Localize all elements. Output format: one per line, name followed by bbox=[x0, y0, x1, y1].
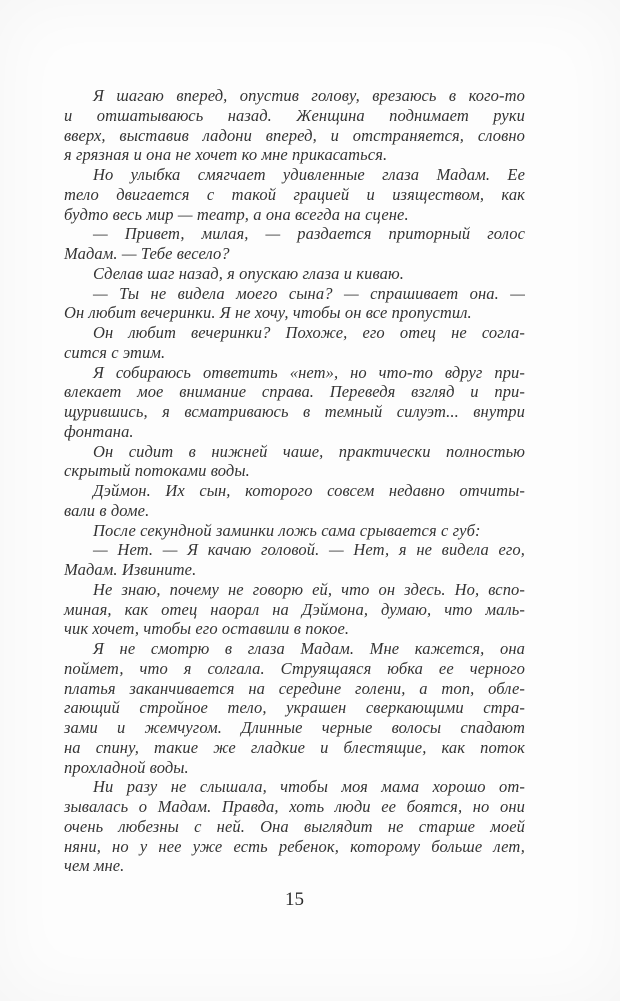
paragraph bbox=[64, 521, 525, 541]
text-line: Он любит вечеринки. Я не хочу, чтобы он все пропустил. bbox=[64, 303, 472, 323]
text-line: вали в доме. bbox=[64, 500, 150, 520]
text-line: зывалась о Мадам. Правда, хоть люди ее боятся, но они bbox=[64, 797, 525, 816]
text-line: на спину, такие же гладкие и блестящие, как поток bbox=[64, 737, 525, 757]
text-line: тело двигается с такой грацией и изяществом, как bbox=[64, 184, 525, 204]
text-line: зами и жемчугом. Длинные черные волосы спадают bbox=[64, 718, 525, 737]
text-line: очень любезны с ней. Она выглядит не старше моей bbox=[64, 816, 525, 836]
paragraph bbox=[64, 224, 525, 264]
text-line: Ни разу не слышала, чтобы моя мама хорошо от- bbox=[93, 777, 525, 797]
text-line: гающий стройное тело, украшен сверкающими стра- bbox=[64, 698, 525, 718]
text-line: поймет, что я солгала. Струящаяся юбка ее черного bbox=[64, 658, 525, 678]
text-line: няни, но у нее уже есть ребенок, которому больше лет, bbox=[64, 836, 525, 856]
paragraph bbox=[64, 165, 525, 224]
text-line: и отшатываюсь назад. Женщина поднимает руки bbox=[64, 105, 525, 125]
paragraph bbox=[64, 442, 525, 482]
text-line: чик хочет, чтобы его оставили в покое. bbox=[64, 619, 350, 639]
text-line: миная, как отец наорал на Дэймона, думаю, что маль- bbox=[64, 599, 525, 619]
text-line: Я не смотрю в глаза Мадам. Мне кажется, она bbox=[93, 639, 525, 658]
text-line: — Нет. — Я качаю головой. — Нет, я не видела его, bbox=[93, 540, 525, 560]
page-number: 15 bbox=[285, 889, 304, 910]
text-line: Он любит вечеринки? Похоже, его отец не согла- bbox=[93, 323, 525, 342]
text-line: сится с этим. bbox=[64, 342, 166, 362]
text-line: чем мне. bbox=[64, 856, 125, 876]
paragraph bbox=[64, 264, 525, 284]
paragraph bbox=[64, 86, 525, 165]
text-line: Мадам. — Тебе весело? bbox=[64, 244, 230, 263]
text-line: влекает мое внимание справа. Переведя взгляд и при- bbox=[64, 382, 525, 402]
paragraph bbox=[64, 639, 525, 777]
text-line: Но улыбка смягчает удивленные глаза Мадам. Ее bbox=[93, 165, 525, 184]
paragraph bbox=[64, 777, 525, 876]
text-line: Он сидит в нижней чаше, практически полностью bbox=[93, 441, 525, 461]
text-line: Не знаю, почему не говорю ей, что он здесь. Но, вспо- bbox=[93, 579, 525, 599]
text-line: Я шагаю вперед, опустив голову, врезаюсь в кого-то bbox=[93, 86, 525, 105]
paragraph bbox=[64, 284, 525, 324]
text-line: Мадам. Извините. bbox=[64, 560, 197, 579]
paragraph bbox=[64, 323, 525, 363]
text-line: скрытый потоками воды. bbox=[64, 461, 250, 481]
text-line: фонтана. bbox=[64, 421, 134, 441]
paragraph bbox=[64, 481, 525, 521]
text-line: я грязная и она не хочет ко мне прикасаться. bbox=[64, 145, 388, 165]
paragraph bbox=[64, 363, 525, 442]
paragraph bbox=[64, 540, 525, 580]
text-line: Сделав шаг назад, я опускаю глаза и киваю. bbox=[93, 263, 404, 283]
text-line: щурившись, я всматриваюсь в темный силуэт... внутри bbox=[64, 402, 525, 421]
text-line: Я собираюсь ответить «нет», но что-то вдруг при- bbox=[93, 362, 525, 382]
text-block bbox=[64, 86, 525, 876]
text-line: Дэймон. Их сын, которого совсем недавно отчиты- bbox=[93, 481, 525, 500]
text-line: будто весь мир — театр, а она всегда на сцене. bbox=[64, 204, 409, 224]
paragraph bbox=[64, 580, 525, 639]
text-line: прохладной воды. bbox=[64, 757, 189, 777]
text-line: После секундной заминки ложь сама срывается с губ: bbox=[93, 520, 481, 540]
text-line: вверх, выставив ладони вперед, и отстраняется, словно bbox=[64, 125, 525, 145]
text-line: — Привет, милая, — раздается приторный голос bbox=[93, 224, 525, 244]
text-line: платья заканчивается на середине голени, а топ, обле- bbox=[64, 678, 525, 698]
text-line: — Ты не видела моего сына? — спрашивает она. — bbox=[93, 283, 525, 303]
